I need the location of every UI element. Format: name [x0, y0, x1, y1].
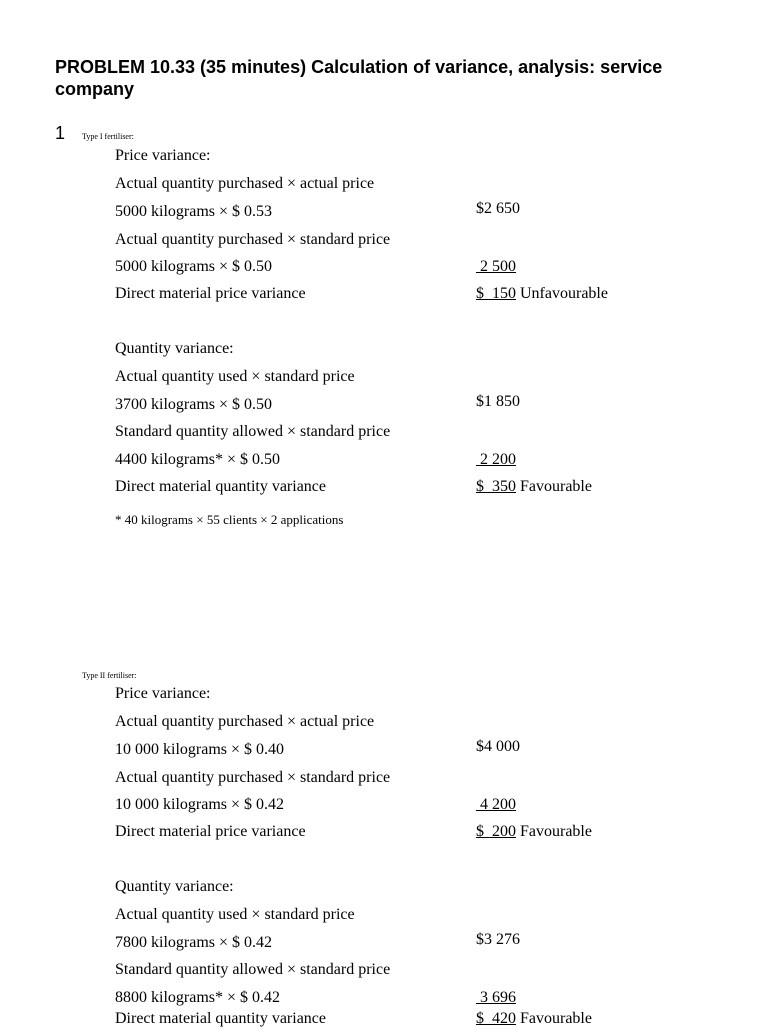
amount: $1 850 [476, 393, 520, 410]
amount [476, 283, 608, 305]
problem-title: PROBLEM 10.33 (35 minutes) Calculation of variance, analysis: service company [55, 57, 663, 99]
amount [476, 1008, 592, 1030]
type2-sqa-sp-row [115, 959, 755, 985]
line-label: Direct material price variance [115, 285, 306, 302]
line-label: Actual quantity purchased × standard price [115, 769, 391, 786]
heading-text: Quantity variance: [115, 340, 234, 357]
amount: $3 276 [476, 931, 520, 948]
underlined-amount: 3 696 [476, 989, 516, 1006]
underlined-amount: 2 200 [476, 451, 516, 468]
line-label: Direct material quantity variance [115, 478, 327, 495]
amount [476, 449, 516, 471]
calc-text: 5000 kilograms × $ 0.50 [115, 258, 273, 275]
heading-text: Price variance: [115, 685, 211, 702]
line-label: Direct material quantity variance [115, 1010, 327, 1027]
type2-label: Type II fertiliser: [82, 671, 137, 680]
underlined-amount: 4 200 [476, 796, 516, 813]
variance-result: Favourable [516, 478, 592, 495]
type1-price-heading [115, 145, 755, 171]
type1-aqu-sp-calc-row [115, 394, 755, 420]
amount [476, 794, 516, 816]
calc-text: 10 000 kilograms × $ 0.40 [115, 741, 285, 758]
line-label: Actual quantity purchased × actual price [115, 713, 375, 730]
variance-amount: $ 350 [476, 478, 516, 495]
type2-qty-heading [115, 876, 755, 902]
type2-aqp-ap-calc-row [115, 739, 755, 765]
amount [476, 256, 516, 278]
variance-amount: $ 150 [476, 285, 516, 302]
line-label: Standard quantity allowed × standard price [115, 961, 391, 978]
calc-text: 3700 kilograms × $ 0.50 [115, 396, 273, 413]
type2-price-variance-row [115, 821, 755, 847]
amount [476, 821, 592, 843]
type1-qty-variance-row [115, 476, 755, 502]
amount: $2 650 [476, 200, 520, 217]
variance-result: Favourable [516, 1010, 592, 1027]
type1-label: Type I fertiliser: [82, 132, 134, 141]
type1-aqu-sp-row [115, 366, 755, 392]
type2-aqp-sp-calc-row [115, 794, 755, 820]
type1-sqa-sp-calc-row [115, 449, 755, 475]
type1-aqp-ap-row [115, 173, 755, 199]
question-number: 1 [55, 123, 66, 143]
line-label: Actual quantity purchased × standard price [115, 231, 391, 248]
amount [476, 987, 516, 1009]
calc-text: 8800 kilograms* × $ 0.42 [115, 989, 281, 1006]
type1-qty-heading [115, 338, 755, 364]
line-label: Standard quantity allowed × standard price [115, 423, 391, 440]
line-label: Direct material price variance [115, 823, 306, 840]
variance-amount: $ 420 [476, 1010, 516, 1027]
type1-sqa-sp-row [115, 421, 755, 447]
calc-text: 4400 kilograms* × $ 0.50 [115, 451, 281, 468]
variance-result: Unfavourable [516, 285, 608, 302]
calc-text: 10 000 kilograms × $ 0.42 [115, 796, 285, 813]
underlined-amount: 2 500 [476, 258, 516, 275]
type2-qty-variance-row [115, 1008, 755, 1034]
amount [476, 476, 592, 498]
footnote: * 40 kilograms × 55 clients × 2 applications [115, 512, 344, 527]
type1-aqp-sp-calc-row [115, 256, 755, 282]
variance-amount: $ 200 [476, 823, 516, 840]
calc-text: 5000 kilograms × $ 0.53 [115, 203, 273, 220]
type2-aqu-sp-calc-row [115, 932, 755, 958]
type1-aqp-sp-row [115, 229, 755, 255]
variance-result: Favourable [516, 823, 592, 840]
line-label: Actual quantity used × standard price [115, 906, 355, 923]
type2-aqp-ap-row [115, 711, 755, 737]
amount: $4 000 [476, 738, 520, 755]
calc-text: 7800 kilograms × $ 0.42 [115, 934, 273, 951]
type2-aqu-sp-row [115, 904, 755, 930]
heading-text: Quantity variance: [115, 878, 234, 895]
type1-aqp-ap-calc-row [115, 201, 755, 227]
line-label: Actual quantity used × standard price [115, 368, 355, 385]
type2-aqp-sp-row [115, 767, 755, 793]
heading-text: Price variance: [115, 147, 211, 164]
line-label: Actual quantity purchased × actual price [115, 175, 375, 192]
type1-price-variance-row [115, 283, 755, 309]
type2-price-heading [115, 683, 755, 709]
